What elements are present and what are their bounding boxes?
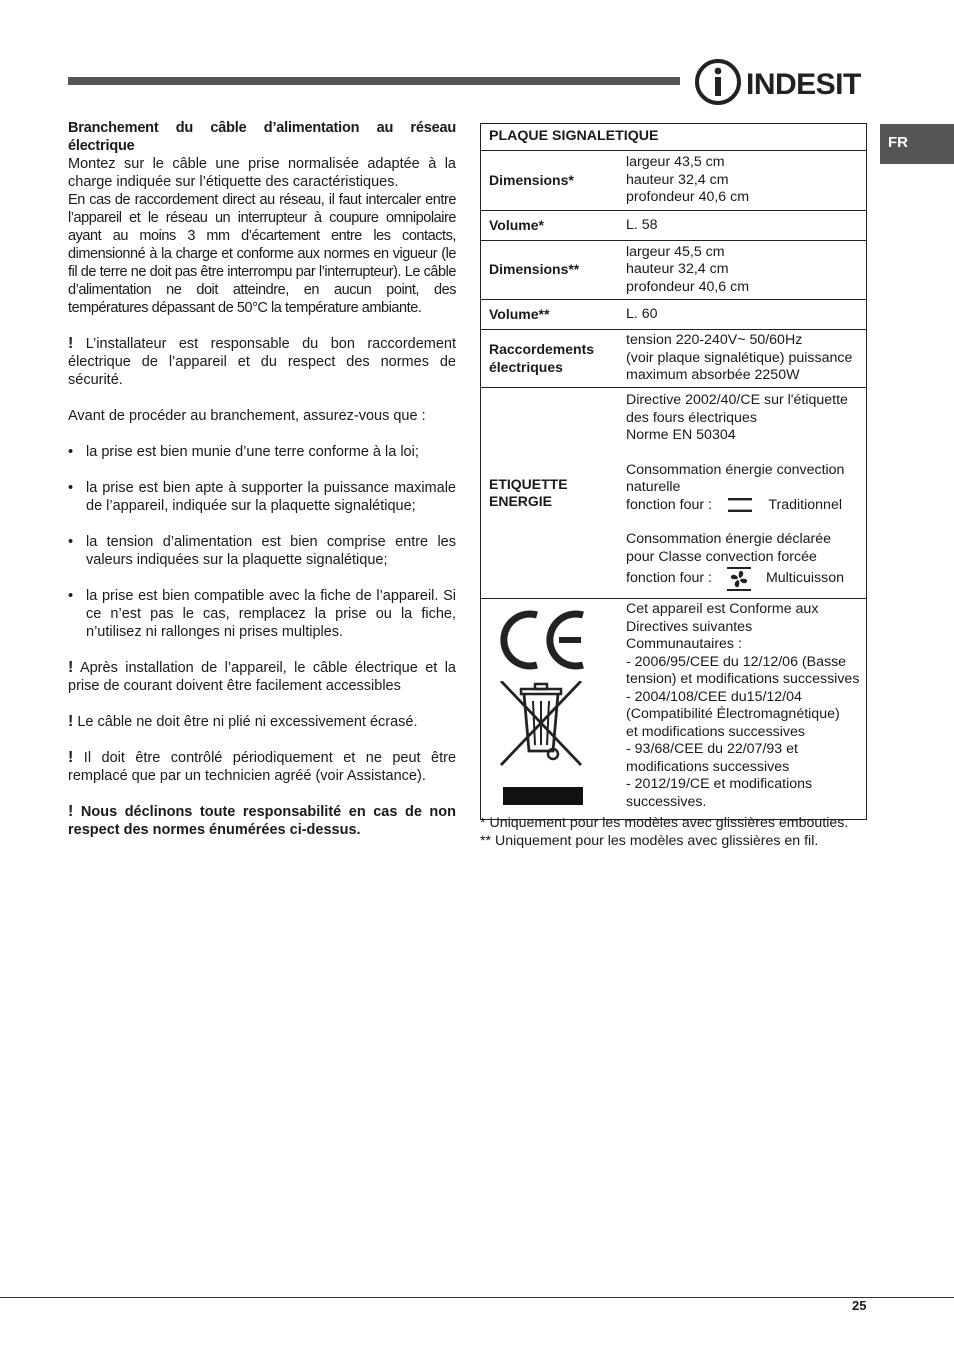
- value-line: (Compatibilité Électromagnétique): [626, 706, 840, 722]
- value-line: pour Classe convection forcée: [626, 548, 817, 565]
- ce-mark-icon: [499, 607, 589, 673]
- value-line: tension) et modifications successives: [626, 671, 860, 687]
- function-multi-name: Multicuisson: [765, 570, 844, 587]
- value-line: Directives suivantes: [626, 618, 753, 635]
- language-tab: FR: [880, 124, 954, 164]
- value-line: et modifications successives: [626, 723, 805, 740]
- warning-mark: !: [68, 335, 74, 352]
- rating-plate-table: [480, 123, 867, 820]
- symbols-cell: [481, 599, 619, 820]
- electrical-value: [618, 330, 867, 388]
- fan-function-icon: [726, 566, 752, 592]
- header-bar: [68, 77, 680, 85]
- value-line: des fours électriques: [626, 409, 757, 426]
- warning-accessible-text: Après installation de l’appareil, le câble électrique et la prise de courant doivent être facilement accessibles: [68, 660, 456, 694]
- weee-bin-icon: [499, 681, 583, 807]
- value-line: naturelle: [626, 479, 681, 495]
- warning-check: [68, 749, 456, 785]
- warning-mark: !: [68, 659, 74, 676]
- warning-liability-text: Nous déclinons toute responsabilité en cas de non respect des normes énumérées ci-dessus.: [68, 804, 457, 838]
- value-line: - 2004/108/CEE du15/12/04: [626, 688, 802, 705]
- value-line: hauteur 32,4 cm: [626, 171, 729, 188]
- dimensions-label: Dimensions**: [481, 241, 619, 300]
- conformity-text: [618, 599, 867, 820]
- warning-mark: !: [68, 713, 74, 730]
- paragraph-before-connection: Avant de procéder au branchement, assurez-vous que :: [68, 408, 426, 424]
- warning-check-text: Il doit être contrôlé périodiquement et ne peut être remplacé que par un technicien agréé (voir Assistance).: [68, 750, 457, 784]
- dimensions-value: [618, 151, 867, 211]
- list-item: • la prise est bien munie d’une terre conforme à la loi;: [68, 443, 456, 461]
- table-row: [481, 330, 867, 388]
- value-line: Cet appareil est Conforme aux: [626, 601, 819, 617]
- footnote: * Uniquement pour les modèles avec glissières embouties.: [480, 815, 849, 831]
- table-row: [481, 388, 867, 599]
- table-row: [481, 151, 867, 211]
- page-number: 25: [852, 1298, 867, 1313]
- label-line: électriques: [489, 358, 563, 375]
- warning-mark: !: [68, 749, 74, 766]
- table-row: [481, 241, 867, 300]
- function-label: fonction four :: [626, 570, 712, 587]
- table-row: [481, 599, 867, 820]
- traditional-function-icon: [727, 497, 753, 513]
- brand-text: INDESIT: [746, 68, 861, 101]
- warning-installer-text: L’installateur est responsable du bon raccordement électrique de l’appareil et du respect des normes de sécurité.: [68, 336, 457, 388]
- value-line: profondeur 40,6 cm: [626, 278, 750, 295]
- paragraph-direct-connection: En cas de raccordement direct au réseau, il faut intercaler entre l’appareil et le réseau un interrupteur à coupure omnipolaire ayant au moins 3 mm d’écartement entre les contacts, dimensionné à la charge et conforme aux normes en vigueur (le fil de terre ne doit pas être interrompu par l’interrupteur). Le câble d’alimentation ne doit atteindre, en aucun point, des températures dépassant de 50°C la température ambiante.: [68, 192, 456, 316]
- list-item: • la prise est bien compatible avec la fiche de l’appareil. Si ce n’est pas le cas, remplacez la prise ou la fiche, n’utilisez ni rallonges ni prises multiples.: [68, 587, 456, 641]
- value-line: Directive 2002/40/CE sur l'étiquette: [626, 392, 848, 408]
- paragraph-plug: Montez sur le câble une prise normalisée adaptée à la charge indiquée sur l’étiquette des caractéristiques.: [68, 156, 456, 190]
- value-line: - 2012/19/CE et modifications: [626, 776, 813, 792]
- checklist: [68, 443, 456, 641]
- table-row: [481, 211, 867, 241]
- energy-label: [481, 388, 619, 599]
- left-column: [68, 119, 456, 857]
- value-line: hauteur 32,4 cm: [626, 261, 729, 278]
- value-line: (voir plaque signalétique) puissance: [626, 349, 853, 366]
- footnotes: [480, 814, 880, 850]
- value-line: - 2006/95/CEE du 12/12/06 (Basse: [626, 653, 847, 670]
- warning-cable-text: Le câble ne doit être ni plié ni excessivement écrasé.: [77, 714, 418, 730]
- warning-installer: [68, 335, 456, 389]
- section-title: Branchement du câble d’alimentation au réseau électrique: [68, 120, 456, 154]
- dimensions-value: [618, 241, 867, 300]
- energy-value: [618, 388, 867, 599]
- label-line: ENERGIE: [489, 493, 553, 509]
- electrical-label: [481, 330, 619, 388]
- warning-mark: !: [68, 803, 74, 820]
- value-line: Communautaires :: [626, 636, 742, 652]
- value-line: largeur 45,5 cm: [626, 243, 725, 260]
- list-item: • la tension d’alimentation est bien comprise entre les valeurs indiquées sur la plaquette signalétique;: [68, 533, 456, 569]
- function-multi: [626, 566, 860, 592]
- volume-value: L. 60: [618, 300, 867, 330]
- footnote: ** Uniquement pour les modèles avec glissières en fil.: [480, 833, 819, 849]
- value-line: profondeur 40,6 cm: [626, 189, 750, 206]
- value-line: largeur 43,5 cm: [626, 154, 725, 171]
- warning-accessible: [68, 659, 456, 695]
- value-line: successives.: [626, 793, 707, 810]
- label-line: ETIQUETTE: [489, 475, 568, 492]
- function-label: fonction four :: [626, 496, 712, 513]
- value-line: modifications successives: [626, 758, 790, 775]
- warning-liability: [68, 803, 456, 839]
- warning-cable: [68, 713, 456, 731]
- label-line: Raccordements: [489, 341, 595, 357]
- value-line: Consommation énergie déclarée: [626, 531, 832, 547]
- dimensions-label: Dimensions*: [481, 151, 619, 211]
- list-item: • la prise est bien apte à supporter la puissance maximale de l’appareil, indiquée sur la plaquette signalétique;: [68, 479, 456, 515]
- value-line: tension 220-240V~ 50/60Hz: [626, 332, 803, 349]
- table-title: PLAQUE SIGNALETIQUE: [481, 124, 867, 151]
- value-line: Norme EN 50304: [626, 427, 736, 443]
- function-traditional-name: Traditionnel: [768, 496, 842, 513]
- function-traditional: [626, 497, 860, 515]
- value-line: - 93/68/CEE du 22/07/93 et: [626, 741, 798, 757]
- footer-rule: [0, 1297, 954, 1298]
- table-row: [481, 300, 867, 330]
- volume-label: Volume*: [481, 211, 619, 241]
- indesit-logo: [694, 58, 870, 106]
- value-line: Consommation énergie convection: [626, 461, 845, 478]
- volume-value: L. 58: [618, 211, 867, 241]
- value-line: maximum absorbée 2250W: [626, 367, 800, 384]
- volume-label: Volume**: [481, 300, 619, 330]
